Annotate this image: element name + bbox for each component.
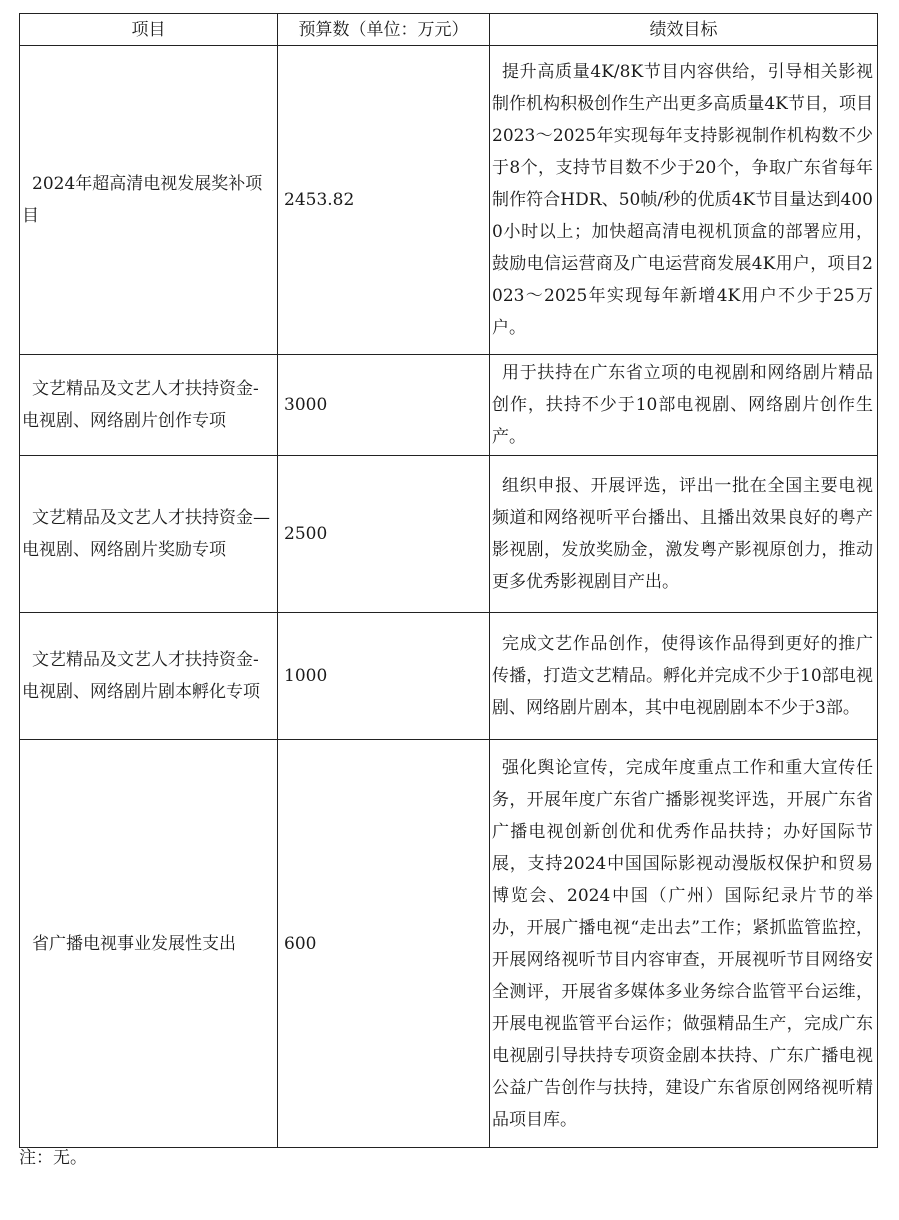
project-name-cell: 2024年超高清电视发展奖补项目 <box>20 46 278 355</box>
budget-amount-cell: 3000 <box>278 355 490 456</box>
header-project: 项目 <box>20 14 278 46</box>
budget-amount-cell: 2453.82 <box>278 46 490 355</box>
project-name-cell: 省广播电视事业发展性支出 <box>20 740 278 1148</box>
budget-amount-cell: 1000 <box>278 613 490 740</box>
table-header-row <box>20 14 878 46</box>
performance-goal-cell: 组织申报、开展评选，评出一批在全国主要电视频道和网络视听平台播出、且播出效果良好的粤产影视剧，发放奖励金，激发粤产影视原创力，推动更多优秀影视剧目产出。 <box>490 456 878 613</box>
table-note: 注：无。 <box>19 1148 87 1168</box>
performance-goal-cell: 完成文艺作品创作，使得该作品得到更好的推广传播，打造文艺精品。孵化并完成不少于10部电视剧、网络剧片剧本，其中电视剧剧本不少于3部。 <box>490 613 878 740</box>
budget-amount-cell: 2500 <box>278 456 490 613</box>
performance-goal-cell: 强化舆论宣传，完成年度重点工作和重大宣传任务，开展年度广东省广播影视奖评选，开展广东省广播电视创新创优和优秀作品扶持；办好国际节展，支持2024中国国际影视动漫版权保护和贸易博览会、2024中国（广州）国际纪录片节的举办，开展广播电视“走出去”工作；紧抓监管监控，开展网络视听节目内容审查，开展视听节目网络安全测评，开展省多媒体多业务综合监管平台运维，开展电视监管平台运作；做强精品生产，完成广东电视剧引导扶持专项资金剧本扶持、广东广播电视公益广告创作与扶持，建设广东省原创网络视听精品项目库。 <box>490 740 878 1148</box>
table-row <box>20 46 878 355</box>
budget-amount-cell: 600 <box>278 740 490 1148</box>
table-row <box>20 456 878 613</box>
performance-goal-cell: 提升高质量4K/8K节目内容供给，引导相关影视制作机构积极创作生产出更多高质量4K节目，项目2023～2025年实现每年支持影视制作机构数不少于8个，支持节目数不少于20个，争取广东省每年制作符合HDR、50帧/秒的优质4K节目量达到4000小时以上；加快超高清电视机顶盒的部署应用，鼓励电信运营商及广电运营商发展4K用户，项目2023～2025年实现每年新增4K用户不少于25万户。 <box>490 46 878 355</box>
header-goal: 绩效目标 <box>490 14 878 46</box>
budget-table <box>19 13 878 1148</box>
header-budget: 预算数（单位：万元） <box>278 14 490 46</box>
table-row <box>20 613 878 740</box>
budget-sheet <box>19 13 877 1148</box>
project-name-cell: 文艺精品及文艺人才扶持资金-电视剧、网络剧片创作专项 <box>20 355 278 456</box>
table-row <box>20 740 878 1148</box>
project-name-cell: 文艺精品及文艺人才扶持资金-电视剧、网络剧片剧本孵化专项 <box>20 613 278 740</box>
project-name-cell: 文艺精品及文艺人才扶持资金—电视剧、网络剧片奖励专项 <box>20 456 278 613</box>
table-row <box>20 355 878 456</box>
performance-goal-cell: 用于扶持在广东省立项的电视剧和网络剧片精品创作，扶持不少于10部电视剧、网络剧片创作生产。 <box>490 355 878 456</box>
